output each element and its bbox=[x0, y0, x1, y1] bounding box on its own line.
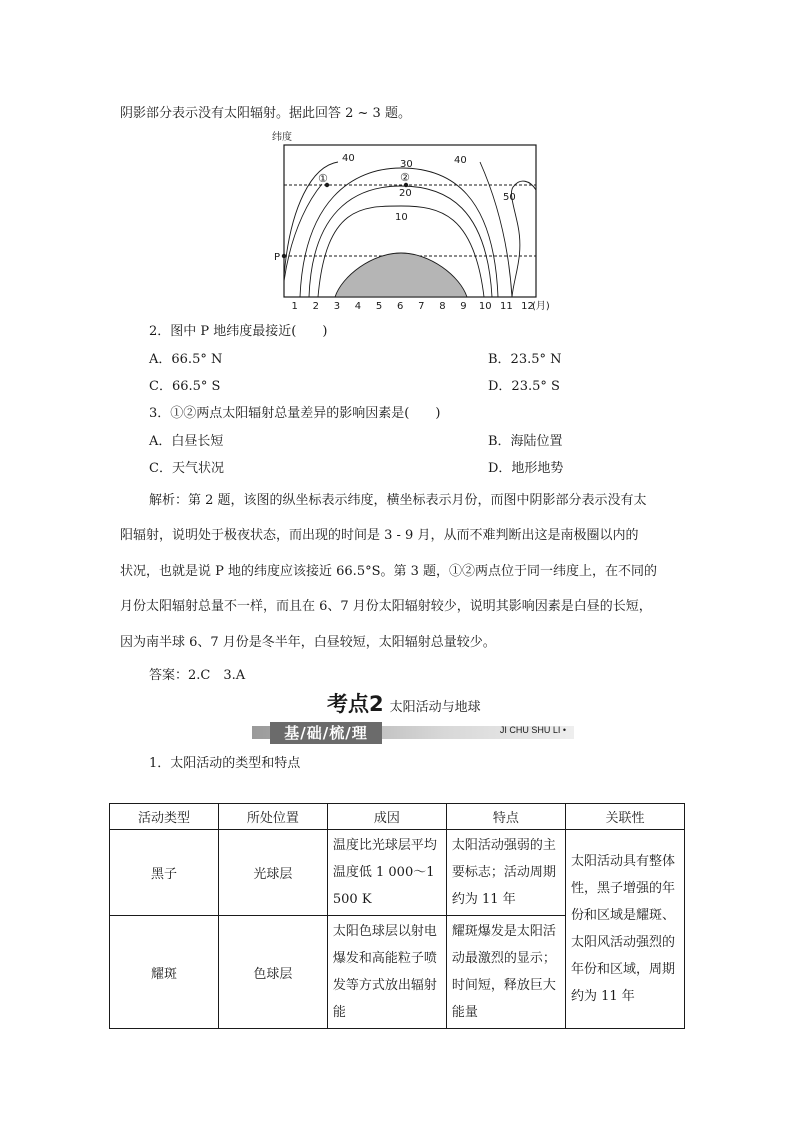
cell-position: 光球层 bbox=[218, 830, 327, 916]
cell-relation: 太阳活动具有整体性，黑子增强的年份和区域是耀斑、太阳风活动强烈的年份和区域，周期约为 11 年 bbox=[565, 830, 684, 1029]
banner-label: 基/础/梳/理 bbox=[270, 722, 382, 744]
cell-feature: 太阳活动强弱的主要标志；活动周期约为 11 年 bbox=[446, 830, 565, 916]
analysis-line: 状况，也就是说 P 地的纬度应该接近 66.5°S。第 3 题，①②两点位于同一纬度上，在不同的 bbox=[120, 564, 658, 579]
cell-type: 耀斑 bbox=[110, 916, 219, 1029]
q2-option-c: C．66.5° S bbox=[149, 379, 221, 394]
table-header: 活动类型 bbox=[110, 804, 219, 830]
solar-activity-table bbox=[109, 803, 685, 1029]
q2-stem: 2．图中 P 地纬度最接近( ) bbox=[149, 324, 328, 339]
radiation-contour-chart bbox=[262, 126, 562, 316]
section-number: 2 bbox=[369, 692, 384, 716]
q2-option-a: A．66.5° N bbox=[149, 352, 223, 367]
analysis-line: 解析：第 2 题，该图的纵坐标表示纬度，横坐标表示月份，而图中阴影部分表示没有太 bbox=[149, 493, 647, 508]
q2-option-b: B．23.5° N bbox=[488, 352, 562, 367]
point-2-label: ② bbox=[400, 171, 410, 184]
contour-label-40-right: 40 bbox=[454, 155, 467, 166]
analysis-line: 阳辐射，说明处于极夜状态，而出现的时间是 3 - 9 月，从而不难判断出这是南极圈以内的 bbox=[120, 528, 639, 543]
contour-label-30: 30 bbox=[400, 159, 413, 170]
cell-type: 黑子 bbox=[110, 830, 219, 916]
month-tick-label: 5 bbox=[375, 301, 383, 312]
polar-night-region bbox=[335, 253, 467, 297]
month-tick-label: 10 bbox=[478, 301, 492, 312]
intro-text: 阴影部分表示没有太阳辐射。据此回答 2 ~ 3 题。 bbox=[120, 106, 411, 121]
point-1-label: ① bbox=[318, 172, 328, 185]
table-header: 成因 bbox=[327, 804, 446, 830]
q3-option-d: D．地形地势 bbox=[488, 461, 564, 476]
y-axis-label: 纬度 bbox=[272, 132, 292, 143]
month-tick-label: 1 bbox=[291, 301, 298, 312]
cell-cause: 温度比光球层平均温度低 1 000～1 500 K bbox=[327, 830, 446, 916]
contour-label-50: 50 bbox=[503, 192, 516, 203]
section-banner bbox=[252, 722, 574, 742]
analysis-line: 因为南半球 6、7 月份是冬半年，白昼较短，太阳辐射总量较少。 bbox=[120, 635, 496, 650]
table-header-row bbox=[110, 804, 685, 830]
q2-option-d: D．23.5° S bbox=[488, 379, 560, 394]
banner-en: JI CHU SHU LI • bbox=[499, 725, 566, 735]
q3-option-b: B．海陆位置 bbox=[488, 434, 563, 449]
q3-option-a: A．白昼长短 bbox=[149, 434, 224, 449]
q3-option-c: C．天气状况 bbox=[149, 461, 224, 476]
point-p-label: P bbox=[274, 252, 281, 263]
contour-40-right bbox=[480, 162, 512, 297]
cell-feature: 耀斑爆发是太阳活动最激烈的显示；时间短，释放巨大能量 bbox=[446, 916, 565, 1029]
month-tick-label: 6 bbox=[397, 301, 404, 312]
month-tick-label: 11 bbox=[500, 301, 513, 312]
table-row bbox=[110, 830, 685, 916]
analysis-line: 月份太阳辐射总量不一样，而且在 6、7 月份太阳辐射较少，说明其影响因素是白昼的长短， bbox=[120, 599, 652, 614]
contour-label-40-left: 40 bbox=[342, 153, 355, 164]
month-tick-label: 7 bbox=[418, 301, 425, 312]
month-tick-label: 3 bbox=[333, 301, 341, 312]
month-tick-label: 2 bbox=[312, 301, 319, 312]
contour-label-10: 10 bbox=[395, 212, 408, 223]
section-title bbox=[327, 688, 481, 718]
section-kaodian: 考点 bbox=[327, 692, 369, 716]
q3-stem: 3．①②两点太阳辐射总量差异的影响因素是( ) bbox=[149, 406, 441, 421]
subheading: 1．太阳活动的类型和特点 bbox=[149, 756, 301, 771]
month-tick-labels bbox=[292, 301, 534, 312]
table-header: 所处位置 bbox=[218, 804, 327, 830]
contour-40-left bbox=[284, 162, 338, 276]
cell-cause: 太阳色球层以射电爆发和高能粒子喷发等方式放出辐射能 bbox=[327, 916, 446, 1029]
answer-text: 答案：2.C 3.A bbox=[149, 668, 246, 683]
month-tick-label: 8 bbox=[439, 301, 446, 312]
cell-position: 色球层 bbox=[218, 916, 327, 1029]
contour-label-20: 20 bbox=[399, 188, 412, 199]
x-axis-label: (月) bbox=[532, 301, 550, 312]
month-tick-label: 4 bbox=[354, 301, 362, 312]
month-tick-label: 9 bbox=[460, 301, 467, 312]
month-tick-label: 12 bbox=[521, 301, 534, 312]
point-p-marker bbox=[282, 254, 286, 258]
section-subtitle: 太阳活动与地球 bbox=[389, 700, 481, 715]
table-header: 特点 bbox=[446, 804, 565, 830]
table-header: 关联性 bbox=[565, 804, 684, 830]
